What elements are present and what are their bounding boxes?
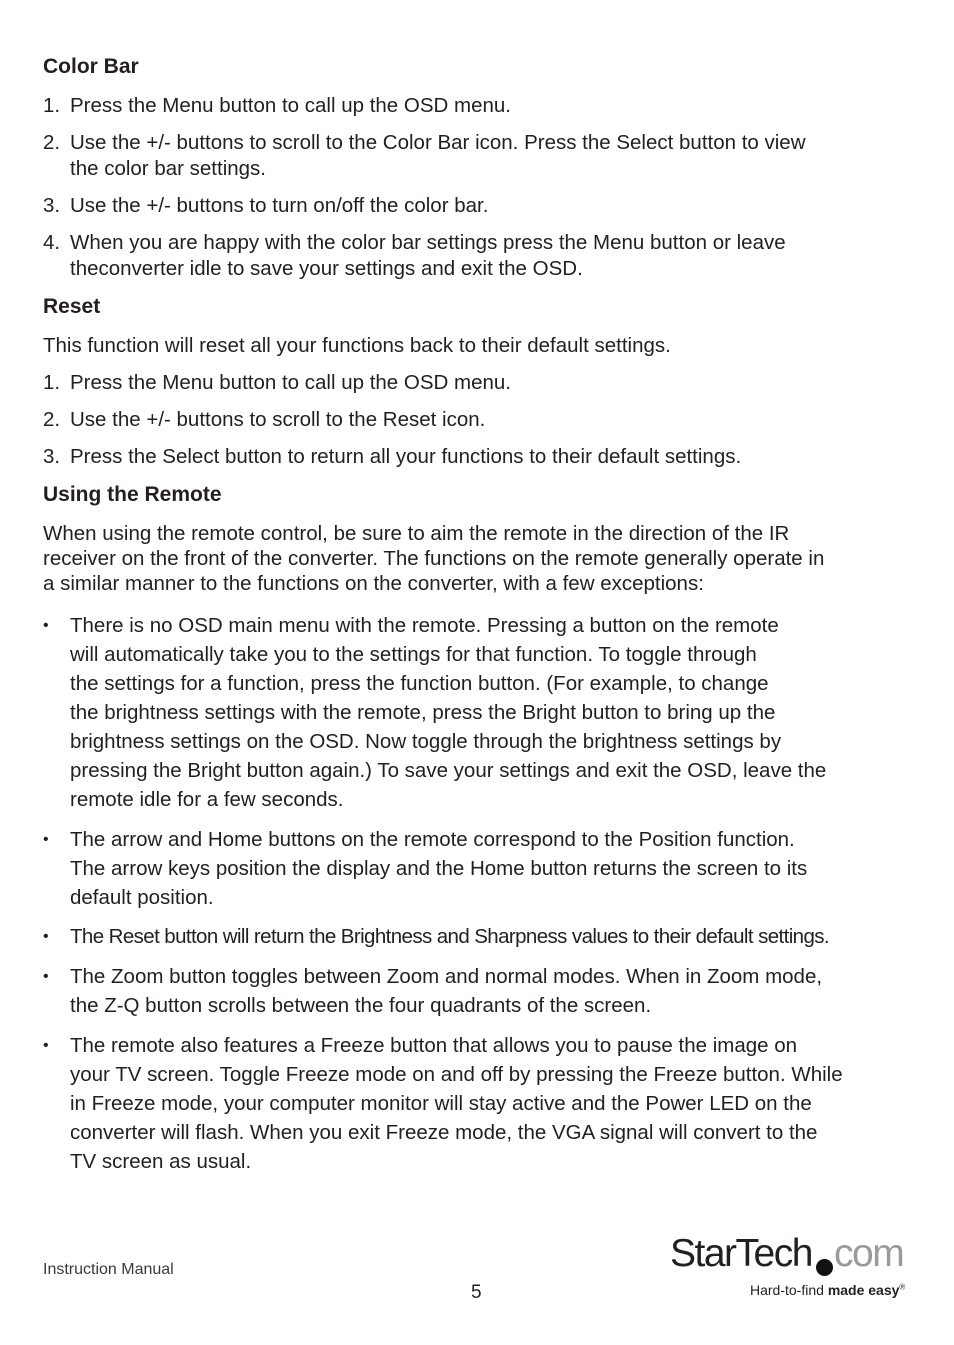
step-text: Use the +/- buttons to scroll to the Reset icon. xyxy=(70,408,486,431)
step-number: 1. xyxy=(43,371,61,394)
step-text: Press the Select button to return all your functions to their default settings. xyxy=(70,445,742,468)
tagline-bold: made easy xyxy=(827,1282,900,1298)
bullet-glyph: • xyxy=(43,831,49,848)
bullet-text: The arrow and Home buttons on the remote correspond to the Position function. xyxy=(70,828,795,851)
bullet-glyph: • xyxy=(43,968,49,985)
bullet-glyph: • xyxy=(43,928,49,945)
heading-reset: Reset xyxy=(43,295,101,318)
remote-intro-line: When using the remote control, be sure to aim the remote in the direction of the IR xyxy=(43,522,790,545)
step-text: Use the +/- buttons to turn on/off the color bar. xyxy=(70,194,489,217)
logo-dot-icon xyxy=(816,1259,833,1276)
footer-manual-label: Instruction Manual xyxy=(43,1261,174,1278)
step-number: 2. xyxy=(43,408,61,431)
remote-intro-line: a similar manner to the functions on the converter, with a few exceptions: xyxy=(43,572,704,595)
page-number: 5 xyxy=(471,1282,482,1303)
step-number: 1. xyxy=(43,94,61,117)
remote-intro-line: receiver on the front of the converter. The functions on the remote generally operate in xyxy=(43,547,825,570)
logo-brand-text: StarTech xyxy=(670,1232,812,1275)
step-number: 3. xyxy=(43,445,61,468)
bullet-text: pressing the Bright button again.) To save your settings and exit the OSD, leave the xyxy=(70,759,827,782)
bullet-text: TV screen as usual. xyxy=(70,1150,252,1173)
bullet-glyph: • xyxy=(43,1037,49,1054)
step-number: 3. xyxy=(43,194,61,217)
bullet-text: The Reset button will return the Brightness and Sharpness values to their default settings. xyxy=(70,925,830,948)
bullet-text: the Z-Q button scrolls between the four quadrants of the screen. xyxy=(70,994,652,1017)
bullet-text: will automatically take you to the settings for that function. To toggle through xyxy=(70,643,757,666)
registered-mark: ® xyxy=(899,1282,906,1292)
bullet-text: the settings for a function, press the function button. (For example, to change xyxy=(70,672,769,695)
bullet-text: brightness settings on the OSD. Now toggle through the brightness settings by xyxy=(70,730,782,753)
tagline-regular: Hard-to-find xyxy=(750,1282,828,1298)
step-text: Press the Menu button to call up the OSD menu. xyxy=(70,94,511,117)
bullet-text: converter will flash. When you exit Freeze mode, the VGA signal will convert to the xyxy=(70,1121,818,1144)
bullet-text: in Freeze mode, your computer monitor will stay active and the Power LED on the xyxy=(70,1092,812,1115)
step-text: Use the +/- buttons to scroll to the Color Bar icon. Press the Select button to view xyxy=(70,131,806,154)
bullet-text: remote idle for a few seconds. xyxy=(70,788,344,811)
bullet-glyph: • xyxy=(43,617,49,634)
heading-using-the-remote: Using the Remote xyxy=(43,483,222,506)
bullet-text: default position. xyxy=(70,886,214,909)
step-number: 2. xyxy=(43,131,61,154)
heading-color-bar: Color Bar xyxy=(43,55,139,78)
logo-suffix-text: com xyxy=(834,1232,904,1275)
step-text: the color bar settings. xyxy=(70,156,266,180)
startech-logo xyxy=(670,1232,910,1304)
reset-intro: This function will reset all your functions back to their default settings. xyxy=(43,334,671,357)
bullet-text: the brightness settings with the remote, press the Bright button to bring up the xyxy=(70,701,776,724)
bullet-text: your TV screen. Toggle Freeze mode on and off by pressing the Freeze button. While xyxy=(70,1063,843,1086)
bullet-text: There is no OSD main menu with the remote. Pressing a button on the remote xyxy=(70,614,779,637)
step-number: 4. xyxy=(43,231,61,254)
step-text: When you are happy with the color bar settings press the Menu button or leave xyxy=(70,231,786,254)
logo-tagline xyxy=(750,1282,905,1298)
step-text: Press the Menu button to call up the OSD menu. xyxy=(70,371,511,394)
bullet-text: The arrow keys position the display and the Home button returns the screen to its xyxy=(70,857,808,880)
step-text: theconverter idle to save your settings and exit the OSD. xyxy=(70,256,583,280)
bullet-text: The remote also features a Freeze button that allows you to pause the image on xyxy=(70,1034,798,1057)
bullet-text: The Zoom button toggles between Zoom and normal modes. When in Zoom mode, xyxy=(70,965,823,988)
